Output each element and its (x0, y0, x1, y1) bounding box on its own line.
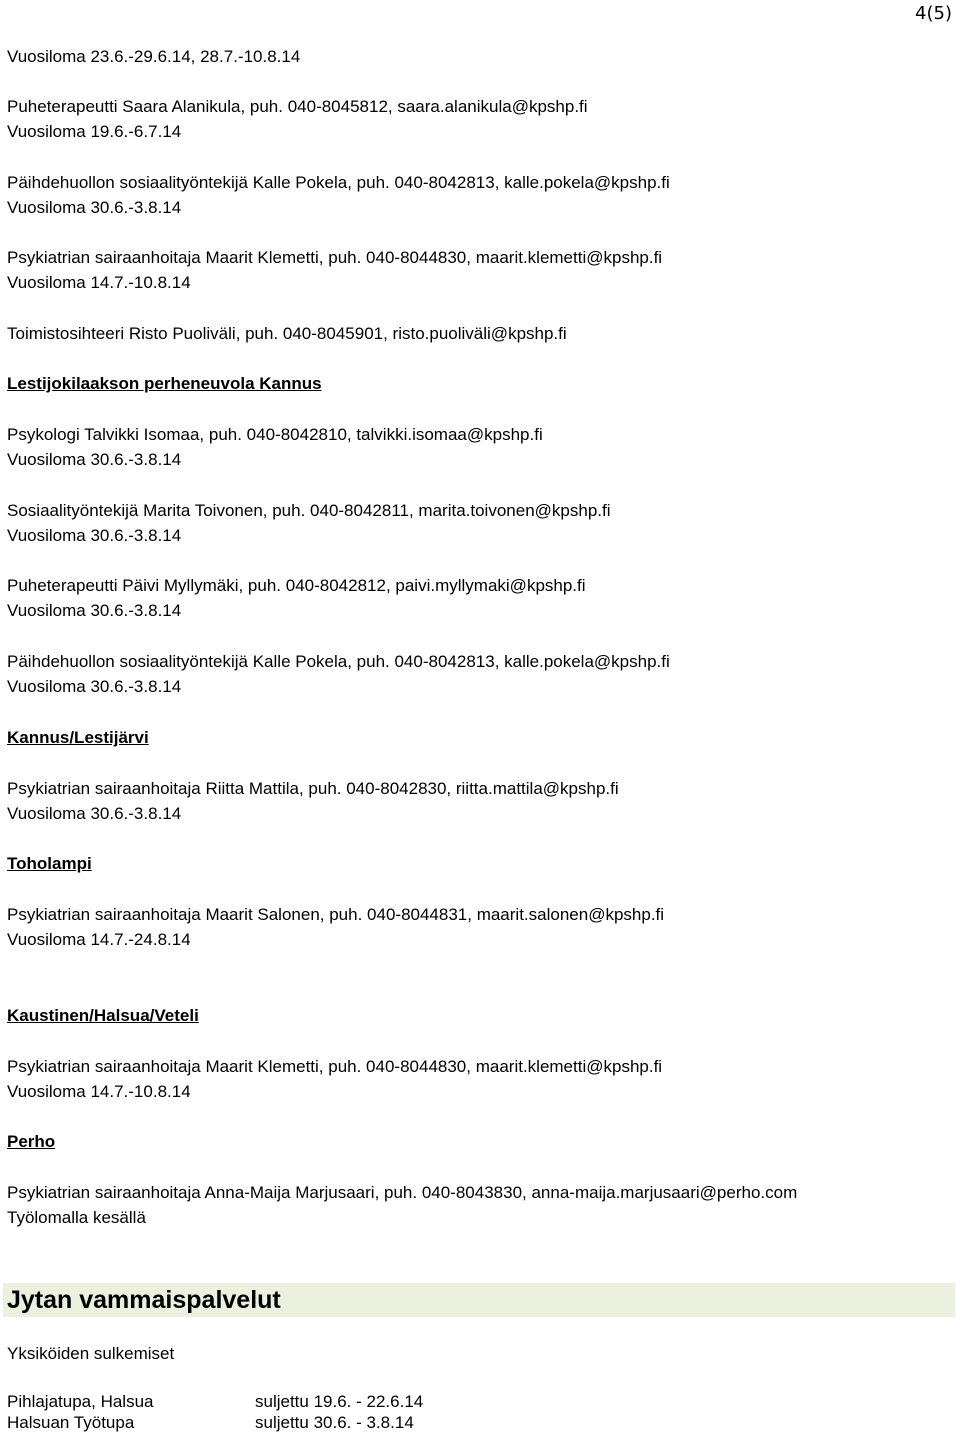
vacation-line: Vuosiloma 30.6.-3.8.14 (7, 601, 182, 620)
staff-contact-line: Päihdehuollon sosiaalityöntekijä Kalle Pokela, puh. 040-8042813, kalle.pokela@kpshp.fi (7, 173, 670, 192)
staff-contact-line: Psykiatrian sairaanhoitaja Maarit Klemetti, puh. 040-8044830, maarit.klemetti@kpshp.fi (7, 248, 663, 267)
staff-contact-line: Sosiaalityöntekijä Marita Toivonen, puh. 040-8042811, marita.toivonen@kpshp.fi (7, 501, 611, 520)
closure-period: suljettu 19.6. - 22.6.14 (255, 1392, 424, 1411)
closure-unit: Pihlajatupa, Halsua (7, 1392, 154, 1411)
staff-contact-line: Puheterapeutti Päivi Myllymäki, puh. 040-8042812, paivi.myllymaki@kpshp.fi (7, 576, 586, 595)
vacation-line: Vuosiloma 14.7.-10.8.14 (7, 273, 191, 292)
staff-contact-line: Psykiatrian sairaanhoitaja Riitta Mattila, puh. 040-8042830, riitta.mattila@kpshp.fi (7, 779, 619, 798)
vacation-line: Vuosiloma 23.6.-29.6.14, 28.7.-10.8.14 (7, 47, 301, 66)
vacation-line: Vuosiloma 30.6.-3.8.14 (7, 526, 182, 545)
vacation-line: Vuosiloma 14.7.-24.8.14 (7, 930, 191, 949)
unit-heading-perho: Perho (7, 1132, 56, 1151)
unit-heading-kannus-lestijarvi: Kannus/Lestijärvi (7, 728, 149, 747)
staff-contact-line: Toimistosihteeri Risto Puoliväli, puh. 040-8045901, risto.puoliväli@kpshp.fi (7, 324, 567, 343)
staff-contact-line: Päihdehuollon sosiaalityöntekijä Kalle Pokela, puh. 040-8042813, kalle.pokela@kpshp.fi (7, 652, 670, 671)
staff-contact-line: Puheterapeutti Saara Alanikula, puh. 040-8045812, saara.alanikula@kpshp.fi (7, 97, 588, 116)
closure-row (7, 1392, 607, 1412)
section-title: Jytan vammaispalvelut (7, 1286, 281, 1314)
closure-row (7, 1413, 607, 1433)
vacation-line: Vuosiloma 30.6.-3.8.14 (7, 198, 182, 217)
vacation-line: Vuosiloma 14.7.-10.8.14 (7, 1082, 191, 1101)
unit-heading-lestijokilaakso: Lestijokilaakson perheneuvola Kannus (7, 374, 322, 393)
staff-contact-line: Psykiatrian sairaanhoitaja Maarit Salonen, puh. 040-8044831, maarit.salonen@kpshp.fi (7, 905, 665, 924)
closure-unit: Halsuan Työtupa (7, 1413, 135, 1432)
staff-contact-line: Psykologi Talvikki Isomaa, puh. 040-8042810, talvikki.isomaa@kpshp.fi (7, 425, 543, 444)
vacation-line: Vuosiloma 30.6.-3.8.14 (7, 450, 182, 469)
unit-heading-kaustinen-halsua-veteli: Kaustinen/Halsua/Veteli (7, 1006, 199, 1025)
section-subtitle: Yksiköiden sulkemiset (7, 1344, 175, 1363)
staff-contact-line: Psykiatrian sairaanhoitaja Anna-Maija Marjusaari, puh. 040-8043830, anna-maija.marjusaari@perho.com (7, 1183, 798, 1202)
vacation-line: Vuosiloma 30.6.-3.8.14 (7, 804, 182, 823)
unit-heading-toholampi: Toholampi (7, 854, 92, 873)
closure-period: suljettu 30.6. - 3.8.14 (255, 1413, 414, 1432)
vacation-line: Vuosiloma 30.6.-3.8.14 (7, 677, 182, 696)
work-leave-line: Työlomalla kesällä (7, 1208, 146, 1227)
page-number: 4(5) (915, 3, 952, 24)
vacation-line: Vuosiloma 19.6.-6.7.14 (7, 122, 182, 141)
staff-contact-line: Psykiatrian sairaanhoitaja Maarit Klemetti, puh. 040-8044830, maarit.klemetti@kpshp.fi (7, 1057, 663, 1076)
